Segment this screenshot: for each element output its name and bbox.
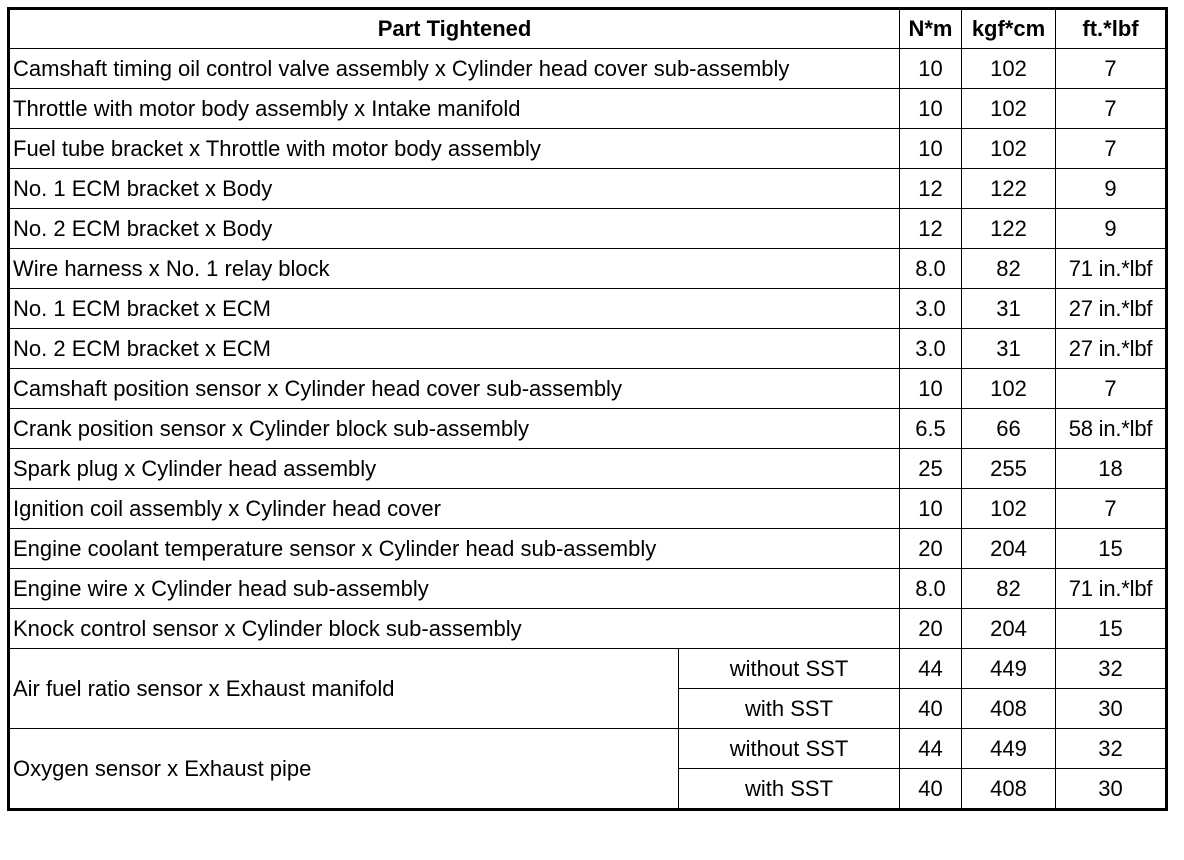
torque-specification-table (7, 7, 1168, 811)
kgfcm-value-cell: 31 (962, 289, 1056, 329)
header-nm: N*m (900, 9, 962, 49)
part-tightened-cell: Crank position sensor x Cylinder block sub-assembly (9, 409, 900, 449)
ftlbf-value-cell: 15 (1056, 609, 1167, 649)
table-row (9, 449, 1167, 489)
nm-value-cell: 40 (900, 689, 962, 729)
nm-value-cell: 25 (900, 449, 962, 489)
nm-value-cell: 3.0 (900, 329, 962, 369)
part-tightened-cell: Camshaft timing oil control valve assembly x Cylinder head cover sub-assembly (9, 49, 900, 89)
ftlbf-value-cell: 7 (1056, 129, 1167, 169)
table-row (9, 169, 1167, 209)
kgfcm-value-cell: 102 (962, 369, 1056, 409)
ftlbf-value-cell: 18 (1056, 449, 1167, 489)
ftlbf-value-cell: 58 in.*lbf (1056, 409, 1167, 449)
condition-cell: with SST (679, 689, 900, 729)
table-row (9, 129, 1167, 169)
nm-value-cell: 44 (900, 649, 962, 689)
part-tightened-cell: Wire harness x No. 1 relay block (9, 249, 900, 289)
part-tightened-cell: Engine wire x Cylinder head sub-assembly (9, 569, 900, 609)
kgfcm-value-cell: 102 (962, 489, 1056, 529)
nm-value-cell: 44 (900, 729, 962, 769)
table-row (9, 409, 1167, 449)
condition-cell: without SST (679, 729, 900, 769)
nm-value-cell: 8.0 (900, 569, 962, 609)
kgfcm-value-cell: 122 (962, 169, 1056, 209)
kgfcm-value-cell: 122 (962, 209, 1056, 249)
table-row (9, 89, 1167, 129)
part-tightened-cell: Fuel tube bracket x Throttle with motor body assembly (9, 129, 900, 169)
kgfcm-value-cell: 408 (962, 689, 1056, 729)
nm-value-cell: 20 (900, 529, 962, 569)
table-row (9, 529, 1167, 569)
ftlbf-value-cell: 7 (1056, 89, 1167, 129)
kgfcm-value-cell: 204 (962, 609, 1056, 649)
kgfcm-value-cell: 204 (962, 529, 1056, 569)
part-tightened-cell: Throttle with motor body assembly x Intake manifold (9, 89, 900, 129)
part-tightened-cell: Ignition coil assembly x Cylinder head cover (9, 489, 900, 529)
nm-value-cell: 40 (900, 769, 962, 810)
ftlbf-value-cell: 9 (1056, 209, 1167, 249)
nm-value-cell: 12 (900, 209, 962, 249)
kgfcm-value-cell: 449 (962, 729, 1056, 769)
part-tightened-cell: Camshaft position sensor x Cylinder head cover sub-assembly (9, 369, 900, 409)
kgfcm-value-cell: 102 (962, 49, 1056, 89)
nm-value-cell: 10 (900, 49, 962, 89)
part-tightened-cell: No. 2 ECM bracket x Body (9, 209, 900, 249)
table-row (9, 609, 1167, 649)
part-tightened-cell: Knock control sensor x Cylinder block sub-assembly (9, 609, 900, 649)
ftlbf-value-cell: 30 (1056, 689, 1167, 729)
ftlbf-value-cell: 32 (1056, 729, 1167, 769)
ftlbf-value-cell: 7 (1056, 49, 1167, 89)
ftlbf-value-cell: 71 in.*lbf (1056, 249, 1167, 289)
table-row (9, 49, 1167, 89)
nm-value-cell: 20 (900, 609, 962, 649)
table-row (9, 569, 1167, 609)
nm-value-cell: 3.0 (900, 289, 962, 329)
nm-value-cell: 6.5 (900, 409, 962, 449)
header-kgfcm: kgf*cm (962, 9, 1056, 49)
part-tightened-cell: No. 1 ECM bracket x Body (9, 169, 900, 209)
ftlbf-value-cell: 32 (1056, 649, 1167, 689)
table-row (9, 489, 1167, 529)
part-tightened-cell: Air fuel ratio sensor x Exhaust manifold (9, 649, 679, 729)
kgfcm-value-cell: 255 (962, 449, 1056, 489)
table-row (9, 249, 1167, 289)
table-row (9, 729, 1167, 769)
nm-value-cell: 10 (900, 129, 962, 169)
header-row (9, 9, 1167, 49)
ftlbf-value-cell: 30 (1056, 769, 1167, 810)
kgfcm-value-cell: 66 (962, 409, 1056, 449)
kgfcm-value-cell: 102 (962, 89, 1056, 129)
ftlbf-value-cell: 15 (1056, 529, 1167, 569)
part-tightened-cell: Oxygen sensor x Exhaust pipe (9, 729, 679, 810)
nm-value-cell: 10 (900, 89, 962, 129)
nm-value-cell: 8.0 (900, 249, 962, 289)
ftlbf-value-cell: 9 (1056, 169, 1167, 209)
ftlbf-value-cell: 27 in.*lbf (1056, 289, 1167, 329)
table-row (9, 649, 1167, 689)
kgfcm-value-cell: 102 (962, 129, 1056, 169)
condition-cell: without SST (679, 649, 900, 689)
nm-value-cell: 10 (900, 369, 962, 409)
part-tightened-cell: No. 1 ECM bracket x ECM (9, 289, 900, 329)
condition-cell: with SST (679, 769, 900, 810)
kgfcm-value-cell: 82 (962, 249, 1056, 289)
part-tightened-cell: Engine coolant temperature sensor x Cylinder head sub-assembly (9, 529, 900, 569)
nm-value-cell: 10 (900, 489, 962, 529)
header-ftlbf: ft.*lbf (1056, 9, 1167, 49)
ftlbf-value-cell: 7 (1056, 369, 1167, 409)
part-tightened-cell: Spark plug x Cylinder head assembly (9, 449, 900, 489)
nm-value-cell: 12 (900, 169, 962, 209)
kgfcm-value-cell: 82 (962, 569, 1056, 609)
kgfcm-value-cell: 31 (962, 329, 1056, 369)
table-row (9, 329, 1167, 369)
part-tightened-cell: No. 2 ECM bracket x ECM (9, 329, 900, 369)
ftlbf-value-cell: 71 in.*lbf (1056, 569, 1167, 609)
kgfcm-value-cell: 408 (962, 769, 1056, 810)
kgfcm-value-cell: 449 (962, 649, 1056, 689)
table-body (9, 49, 1167, 810)
table-row (9, 209, 1167, 249)
ftlbf-value-cell: 27 in.*lbf (1056, 329, 1167, 369)
table-row (9, 289, 1167, 329)
table-row (9, 369, 1167, 409)
ftlbf-value-cell: 7 (1056, 489, 1167, 529)
header-part-tightened: Part Tightened (9, 9, 900, 49)
